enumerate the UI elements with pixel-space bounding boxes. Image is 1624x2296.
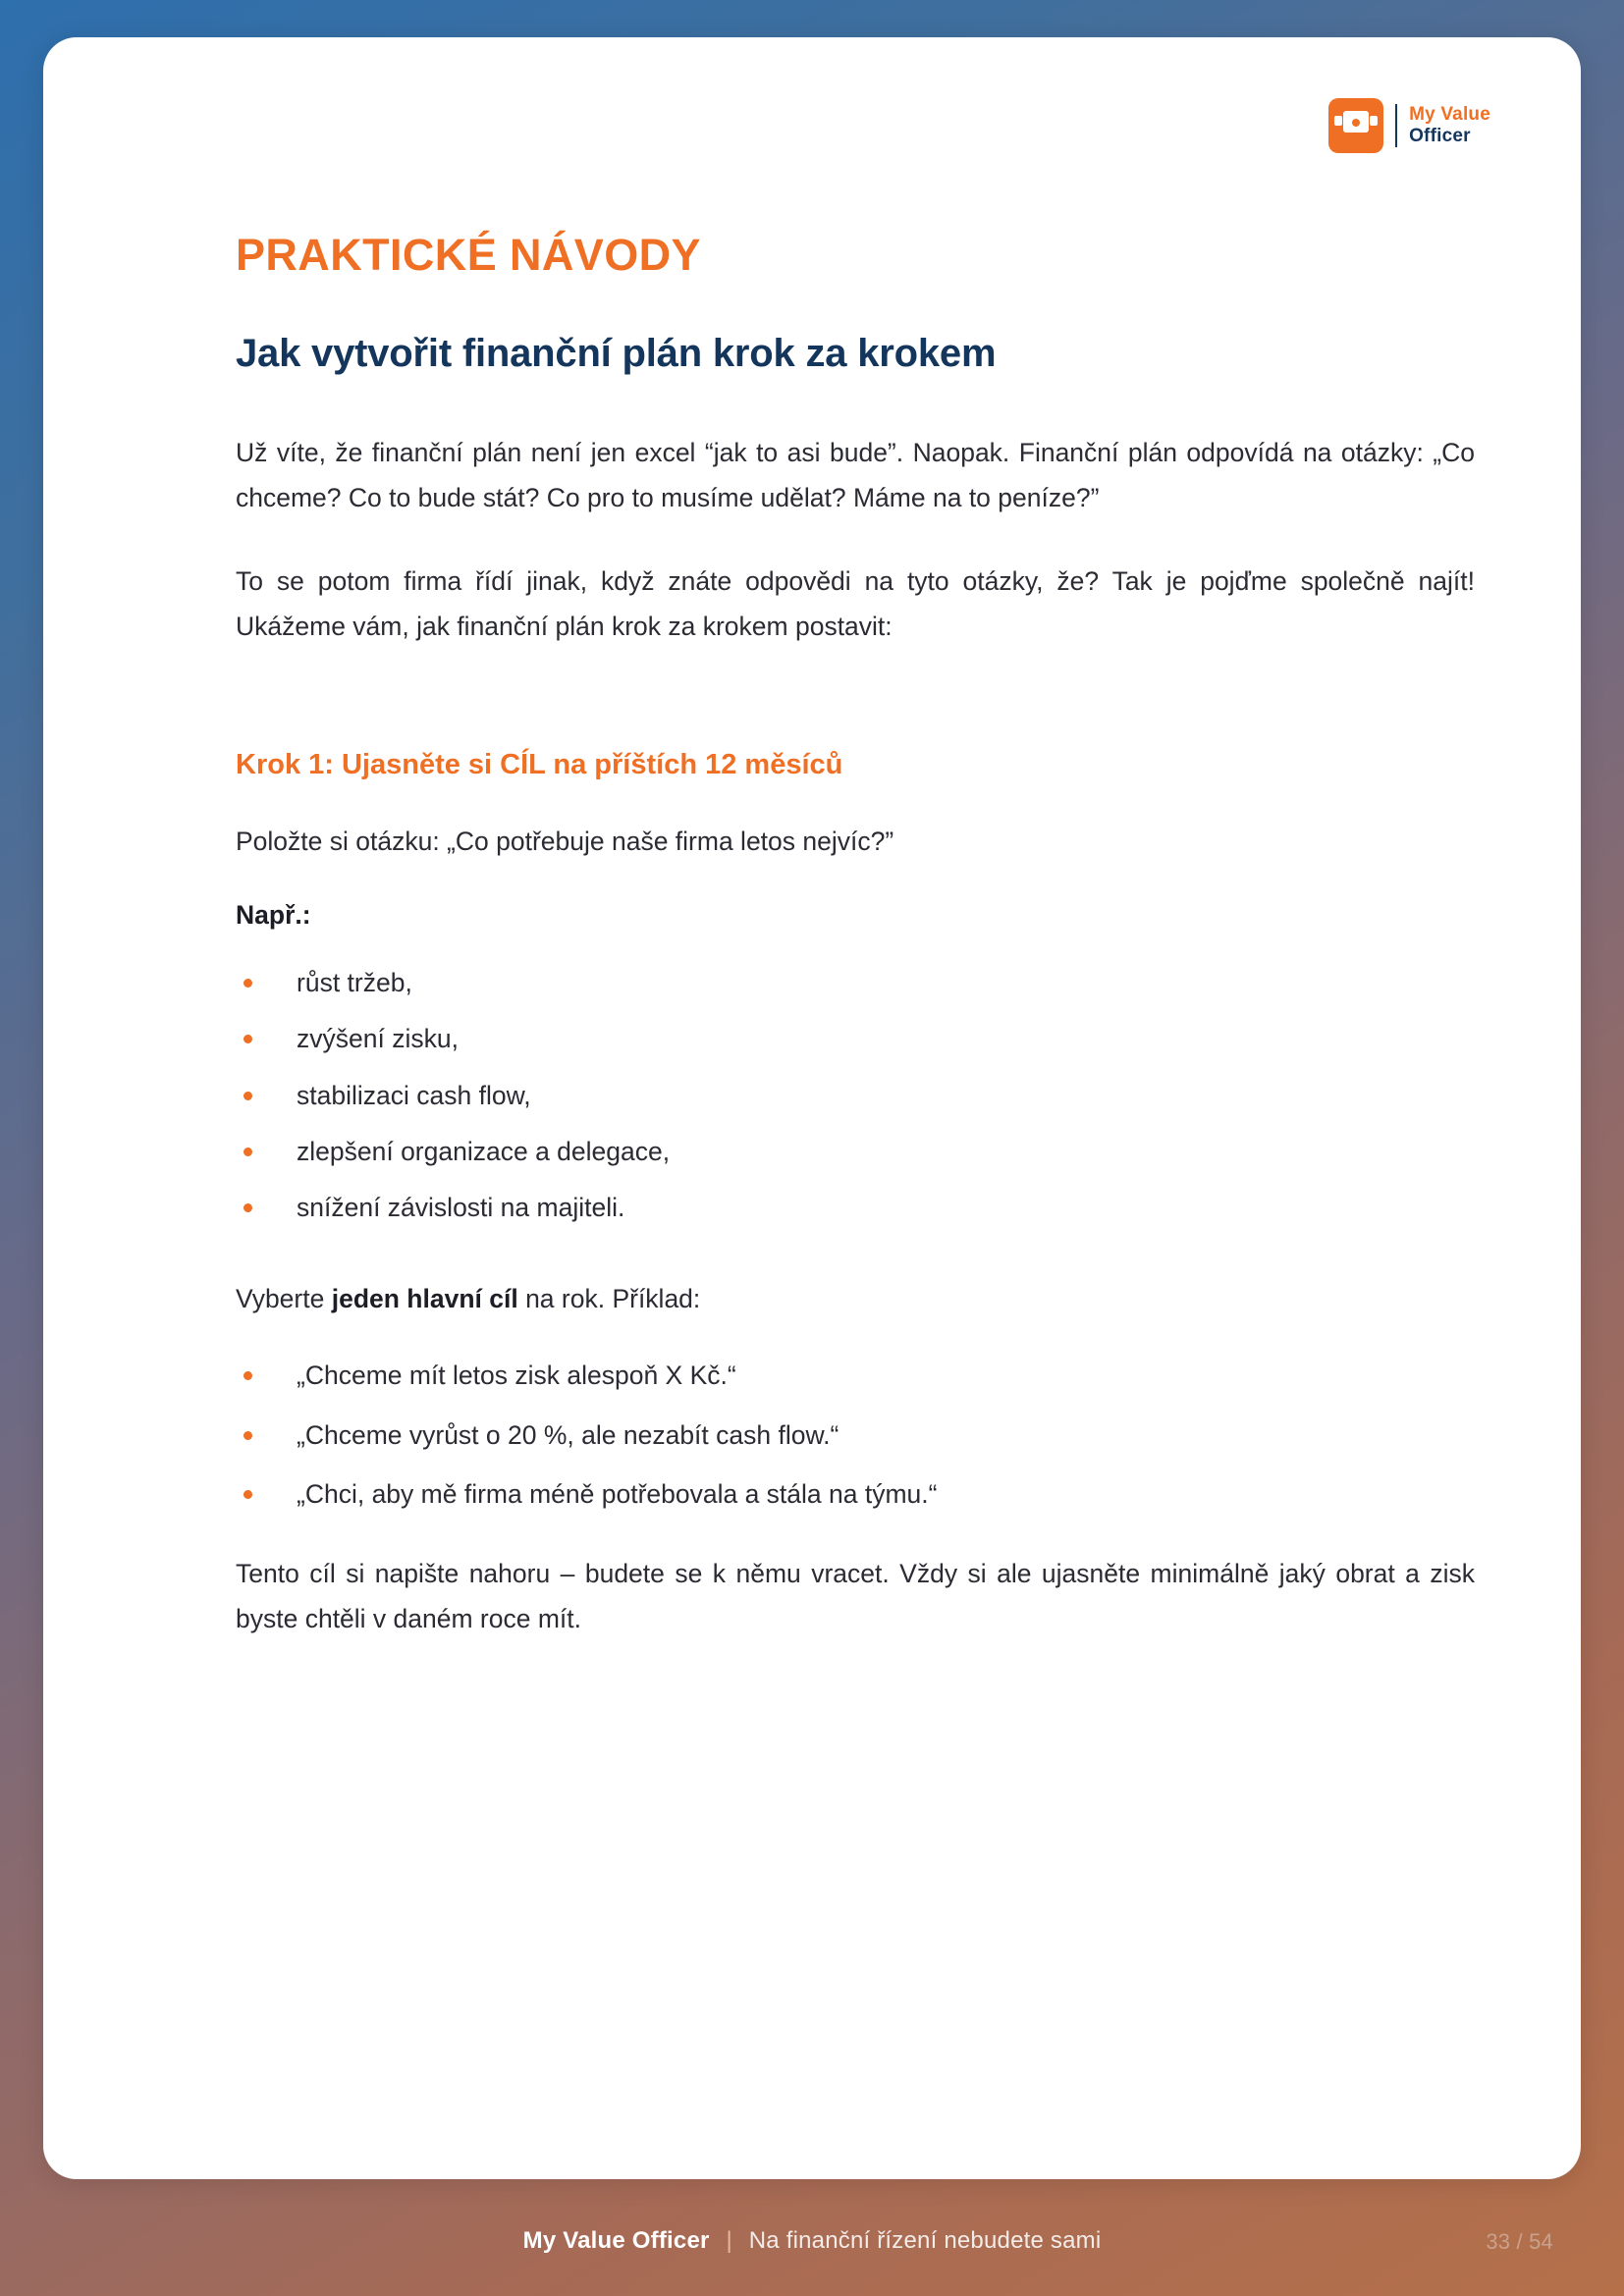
- page-title: Jak vytvořit finanční plán krok za krokem: [236, 332, 997, 375]
- brand-logo: [1328, 98, 1490, 153]
- footer-brand: My Value Officer: [522, 2227, 710, 2254]
- page-footer: [0, 2227, 1624, 2255]
- brand-logo-line2: Officer: [1409, 126, 1471, 146]
- page-content: [236, 230, 1475, 1642]
- goal-options-list: [236, 964, 1475, 1227]
- logo-right-bar: [1370, 116, 1378, 126]
- intro-paragraph-1: Už víte, že finanční plán není jen excel “jak to asi bude”. Naopak. Finanční plán odpovídá na otázky: „Co chceme? Co to bude stát? Co pro to musíme udělat? Máme na to peníze?”: [236, 438, 1475, 512]
- brand-logo-line1: My Value: [1409, 103, 1490, 125]
- list-item: snížení závislosti na majiteli.: [236, 1189, 1475, 1226]
- section-title: PRAKTICKÉ NÁVODY: [236, 230, 701, 280]
- list-item: zvýšení zisku,: [236, 1020, 1475, 1057]
- list-item: „Chceme vyrůst o 20 %, ale nezabít cash flow.“: [236, 1416, 1475, 1454]
- choose-suffix: na rok. Příklad:: [517, 1283, 701, 1313]
- choose-prefix: Vyberte: [236, 1283, 332, 1313]
- step-1-question: Položte si otázku: „Co potřebuje naše firma letos nejvíc?”: [236, 827, 894, 857]
- example-label: Např.:: [236, 899, 311, 930]
- brand-logo-text: [1395, 104, 1490, 148]
- list-item: zlepšení organizace a delegace,: [236, 1133, 1475, 1170]
- step-1-heading: Krok 1: Ujasněte si CÍL na příštích 12 měsíců: [236, 749, 843, 781]
- list-item: stabilizaci cash flow,: [236, 1077, 1475, 1114]
- list-item: „Chci, aby mě firma méně potřebovala a stála na týmu.“: [236, 1475, 1475, 1513]
- closing-paragraph: Tento cíl si napište nahoru – budete se k němu vracet. Vždy si ale ujasněte minimálně jaký obrat a zisk byste chtěli v daném roce mít.: [236, 1559, 1475, 1634]
- logo-left-bar: [1334, 116, 1342, 126]
- choose-bold: jeden hlavní cíl: [331, 1283, 518, 1313]
- list-item: růst tržeb,: [236, 964, 1475, 1001]
- footer-separator: |: [726, 2227, 732, 2254]
- goal-examples-list: [236, 1357, 1475, 1513]
- intro-paragraph-2: To se potom firma řídí jinak, když znáte odpovědi na tyto otázky, že? Tak je pojďme společně najít! Ukážeme vám, jak finanční plán krok za krokem postavit:: [236, 566, 1475, 641]
- footer-page-number: 33 / 54: [1486, 2229, 1553, 2254]
- choose-one-goal-text: [236, 1278, 1475, 1319]
- document-page: [43, 37, 1581, 2179]
- camera-icon: [1328, 98, 1383, 153]
- list-item: „Chceme mít letos zisk alespoň X Kč.“: [236, 1357, 1475, 1394]
- footer-tagline: Na finanční řízení nebudete sami: [748, 2227, 1102, 2254]
